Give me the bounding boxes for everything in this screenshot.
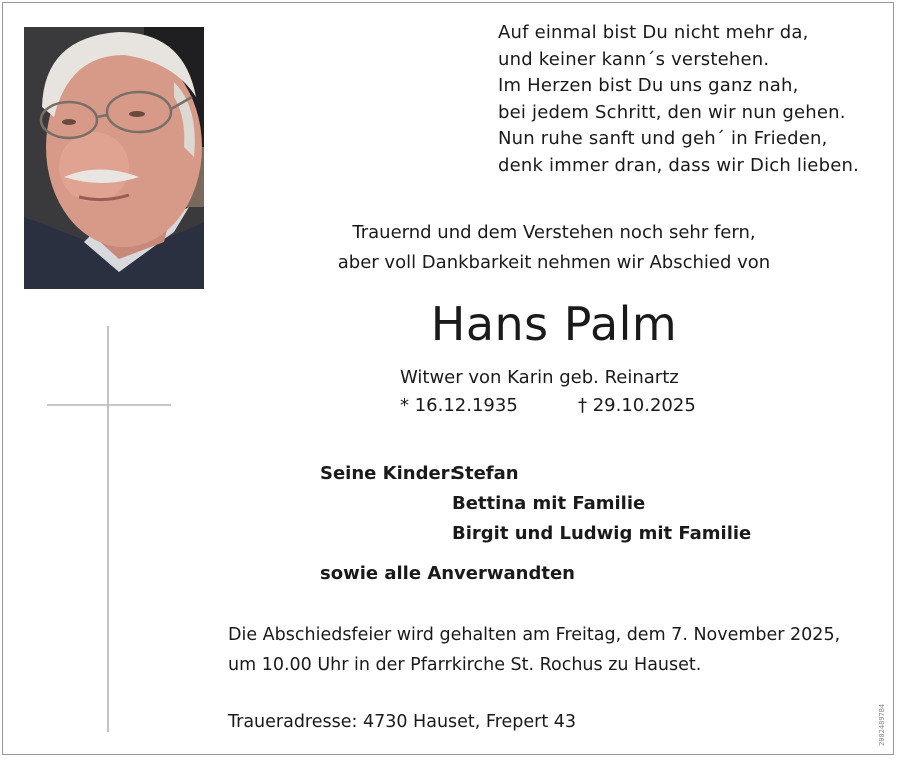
cross-icon	[45, 326, 175, 732]
intro-line: Trauernd und dem Verstehen noch sehr fern,	[352, 222, 756, 243]
intro-text	[240, 218, 868, 278]
portrait-photo	[24, 27, 204, 289]
child-name: Birgit und Ludwig mit Familie	[452, 523, 752, 544]
birth-date: * 16.12.1935	[400, 395, 518, 416]
deceased-name: Hans Palm	[430, 297, 678, 351]
mourning-address: Traueradresse: 4730 Hauset, Frepert 43	[228, 712, 577, 732]
relatives-line: sowie alle Anverwandten	[320, 563, 575, 584]
ceremony-line: um 10.00 Uhr in der Pfarrkirche St. Rochus zu Hauset.	[228, 655, 702, 675]
intro-line: aber voll Dankbarkeit nehmen wir Abschied von	[337, 252, 771, 273]
widower-line: Witwer von Karin geb. Reinartz	[400, 367, 679, 388]
poem-line: Nun ruhe sanft und geh´ in Frieden,	[498, 128, 828, 150]
children-label: Seine Kinder:	[320, 463, 457, 484]
poem-line: und keiner kann´s verstehen.	[498, 48, 770, 70]
ceremony-info	[228, 620, 868, 680]
poem-line: denk immer dran, dass wir Dich lieben.	[498, 154, 859, 176]
child-name: Bettina mit Familie	[452, 493, 646, 514]
ad-code: 20024897B4	[878, 703, 886, 746]
poem-line: bei jedem Schritt, den wir nun gehen.	[498, 101, 846, 123]
child-name: Stefan	[452, 463, 519, 484]
poem-line: Auf einmal bist Du nicht mehr da,	[498, 22, 809, 43]
ceremony-line: Die Abschiedsfeier wird gehalten am Freitag, dem 7. November 2025,	[228, 625, 841, 645]
poem-line: Im Herzen bist Du uns ganz nah,	[498, 75, 799, 97]
poem	[498, 20, 888, 180]
death-date: † 29.10.2025	[578, 395, 696, 416]
